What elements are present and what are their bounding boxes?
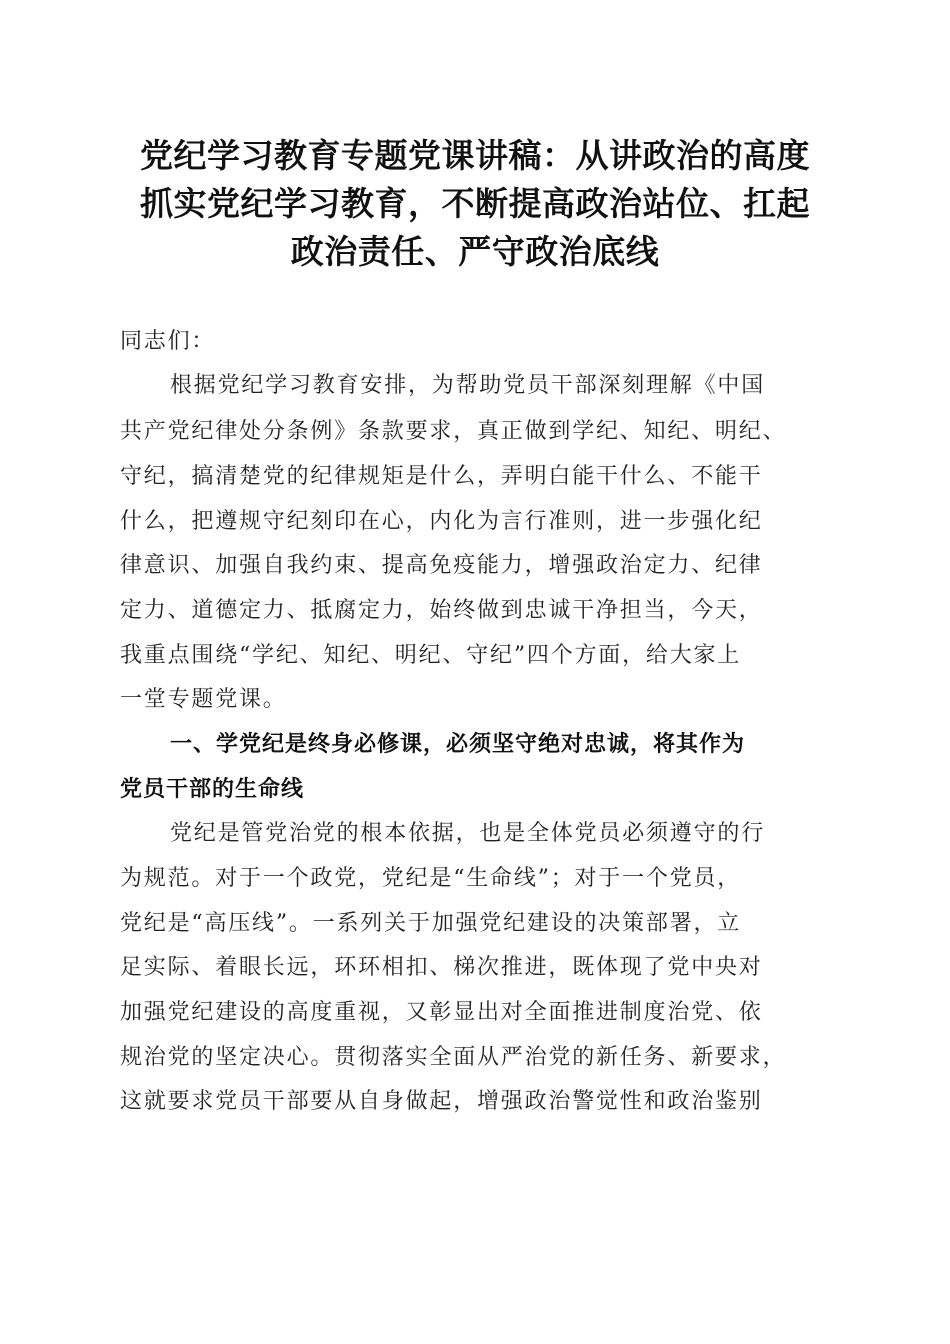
- salutation: 同志们：: [120, 329, 216, 354]
- title-line: 政治责任、严守政治底线: [290, 232, 660, 271]
- intro-line: 我重点围绕“学纪、知纪、明纪、守纪”四个方面，给大家上: [120, 643, 742, 668]
- intro-line: 定力、道德定力、抵腐定力，始终做到忠诚干净担当，今天，: [120, 598, 763, 623]
- section-line: 为规范。对于一个政党，党纪是“生命线”；对于一个党员，: [120, 866, 742, 891]
- intro-line: 根据党纪学习教育安排，为帮助党员干部深刻理解《中国: [170, 373, 766, 398]
- section-line: 足实际、着眼长远，环环相扣、梯次推进，既体现了党中央对: [120, 955, 763, 980]
- section-line: 党纪是“高压线”。一系列关于加强党纪建设的决策部署，立: [120, 911, 742, 936]
- section-line: 加强党纪建设的高度重视，又彰显出对全面推进制度治党、依: [120, 1000, 763, 1025]
- section-line: 规治党的坚定决心。贯彻落实全面从严治党的新任务、新要求，: [120, 1045, 787, 1070]
- intro-line: 守纪，搞清楚党的纪律规矩是什么，弄明白能干什么、不能干: [120, 464, 763, 489]
- section-heading: 一、学党纪是终身必修课，必须坚守绝对忠诚，将其作为: [170, 732, 746, 757]
- section-heading: 党员干部的生命线: [120, 777, 305, 802]
- intro-line: 共产党纪律处分条例》条款要求，真正做到学纪、知纪、明纪、: [120, 419, 787, 444]
- intro-line: 一堂专题党课。: [120, 687, 287, 712]
- title-line: 党纪学习教育专题党课讲稿：从讲政治的高度: [140, 136, 810, 175]
- document-title: [110, 132, 840, 276]
- section-line: 党纪是管党治党的根本依据，也是全体党员必须遵守的行: [170, 821, 766, 846]
- intro-line: 什么，把遵规守纪刻印在心，内化为言行准则，进一步强化纪: [120, 509, 763, 534]
- intro-line: 律意识、加强自我约束、提高免疫能力，增强政治定力、纪律: [120, 553, 763, 578]
- section-line: 这就要求党员干部要从自身做起，增强政治警觉性和政治鉴别: [120, 1089, 763, 1114]
- title-line: 抓实党纪学习教育，不断提高政治站位、扛起: [140, 184, 810, 223]
